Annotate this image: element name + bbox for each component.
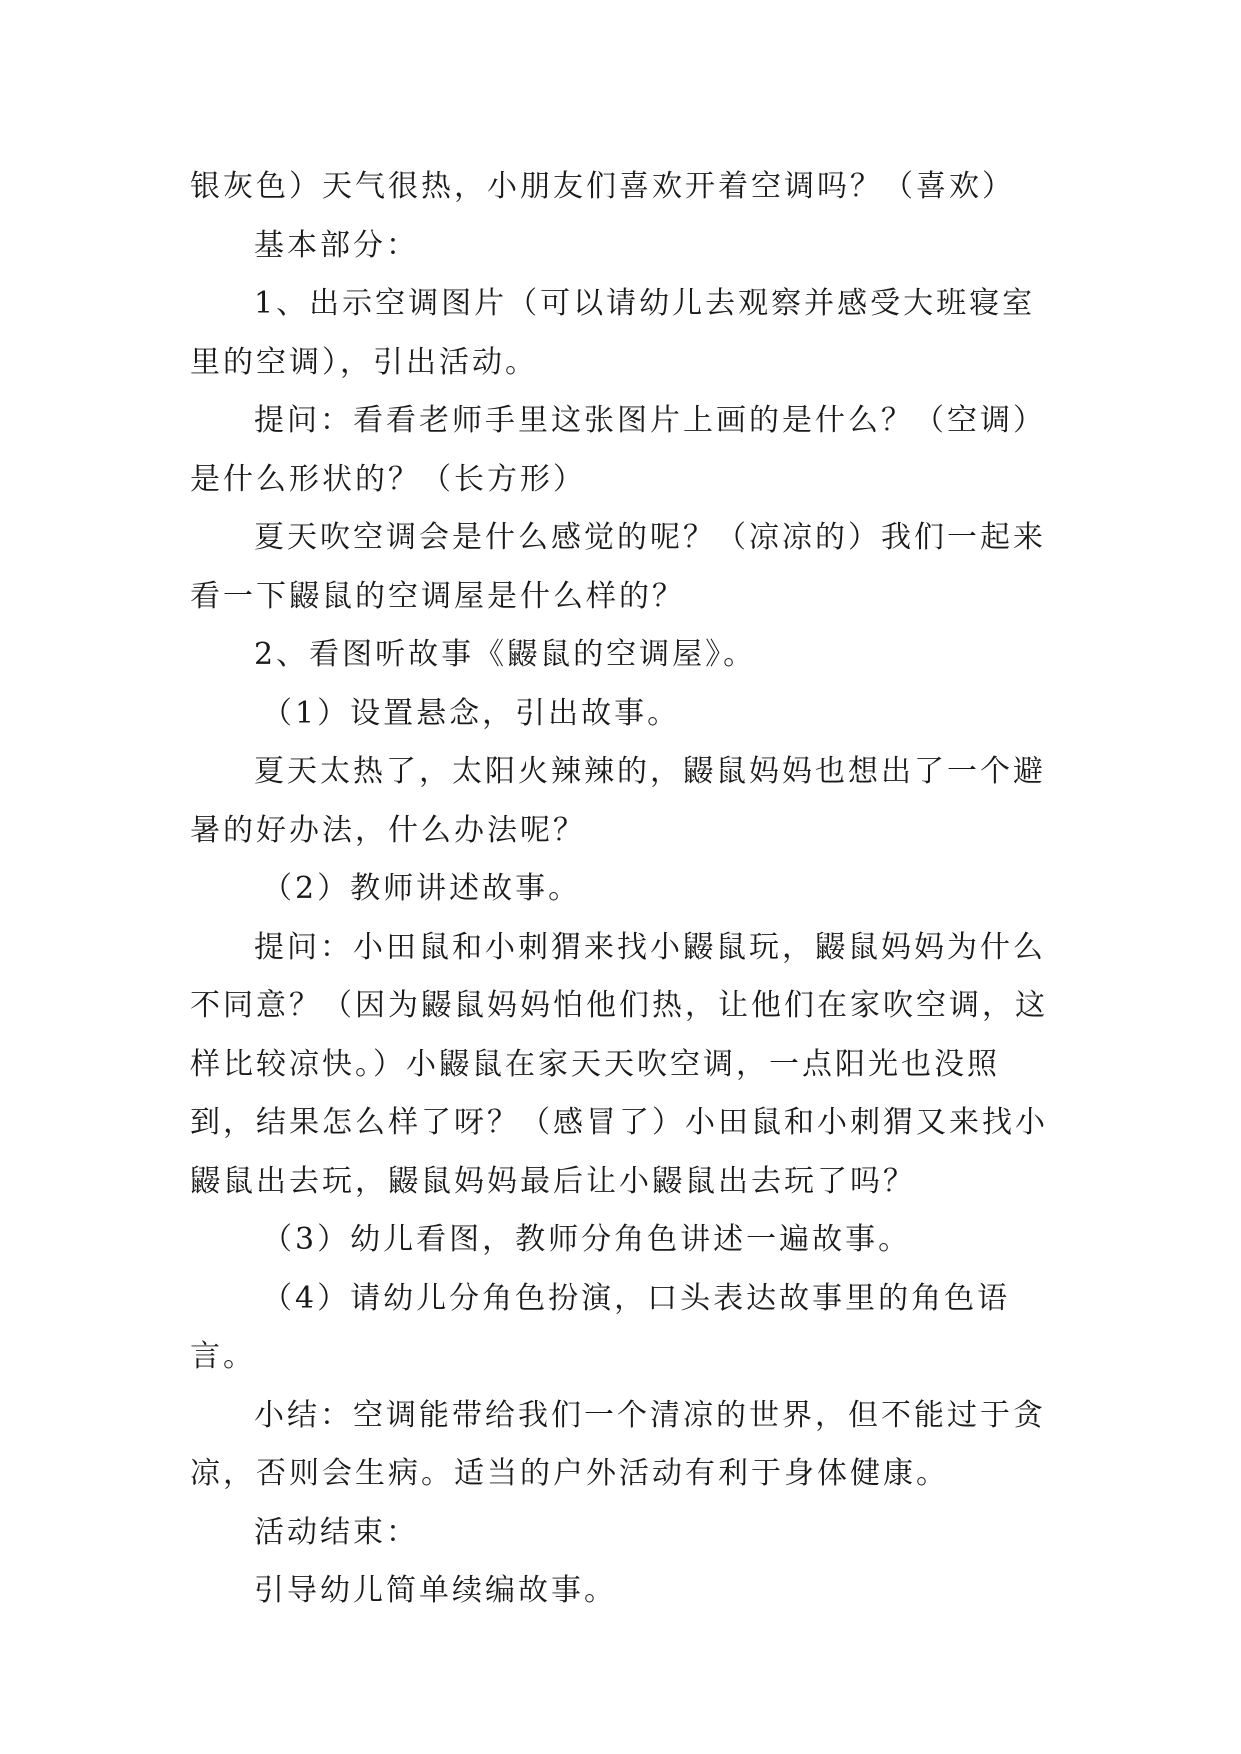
paragraph: 夏天太热了，太阳火辣辣的，鼹鼠妈妈也想出了一个避暑的好办法，什么办法呢？: [190, 754, 1046, 848]
paragraph: 引导幼儿简单续编故事。: [254, 1573, 617, 1608]
section-heading: 活动结束：: [254, 1514, 419, 1550]
sub-item: （3）幼儿看图，教师分角色讲述一遍故事。: [262, 1222, 912, 1257]
section-heading: 基本部分：: [254, 227, 419, 263]
sub-item: （1）设置悬念，引出故事。: [262, 695, 681, 731]
sub-item: （4）请幼儿分角色扮演，口头表达故事里的角色语言。: [190, 1280, 1011, 1374]
paragraph: 1、出示空调图片（可以请幼儿去观察并感受大班寝室里的空调），引出活动。: [190, 286, 1036, 380]
document-body: [190, 158, 1050, 1621]
paragraph: 2、看图听故事《鼹鼠的空调屋》。: [254, 637, 757, 672]
summary-paragraph: 小结：空调能带给我们一个清凉的世界，但不能过于贪凉，否则会生病。适当的户外活动有利于身体健康。: [190, 1397, 1046, 1491]
sub-item: （2）教师讲述故事。: [262, 871, 582, 906]
paragraph: 夏天吹空调会是什么感觉的呢？（凉凉的）我们一起来看一下鼹鼠的空调屋是什么样的？: [190, 520, 1046, 614]
paragraph: 银灰色）天气很热，小朋友们喜欢开着空调吗？（喜欢）: [190, 169, 1015, 204]
paragraph: 提问：看看老师手里这张图片上画的是什么？（空调）是什么形状的？（长方形）: [190, 403, 1046, 497]
paragraph: 提问：小田鼠和小刺猬来找小鼹鼠玩，鼹鼠妈妈为什么不同意？（因为鼹鼠妈妈怕他们热，让他们在家吹空调，这样比较凉快。）小鼹鼠在家天天吹空调，一点阳光也没照到，结果怎么样了呀？（感冒了）小田鼠和小刺猬又来找小鼹鼠出去玩，鼹鼠妈妈最后让小鼹鼠出去玩了吗？: [190, 929, 1048, 1199]
